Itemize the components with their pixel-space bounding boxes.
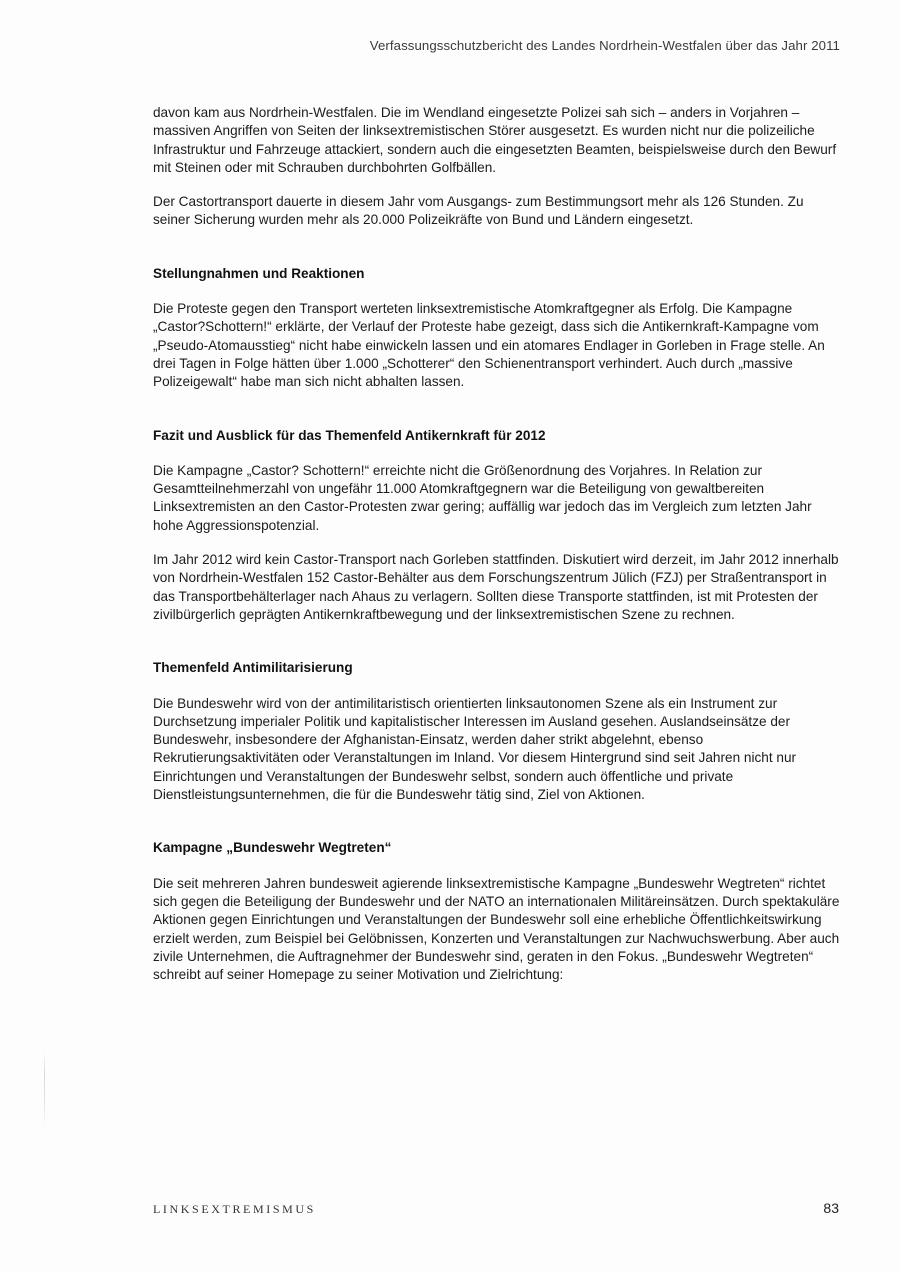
- paragraph-intro-1: davon kam aus Nordrhein-Westfalen. Die im Wendland eingesetzte Polizei sah sich – anders in Vorjahren – massiven Angriffen von Seiten der linksextremistischen Störer ausgesetzt. Es wurden nicht nur die polizeiliche Infrastruktur und Fahrzeuge attackiert, sondern auch die eingesetzten Beamten, beispielsweise durch den Bewurf mit Steinen oder mit Schrauben durchbohrten Golfbällen.: [153, 105, 837, 175]
- paragraph-intro-2: Der Castortransport dauerte in diesem Jahr vom Ausgangs- zum Bestimmungsort mehr als 126 Stunden. Zu seiner Sicherung wurden mehr als 20.000 Polizeikräfte von Bund und Ländern eingesetzt.: [153, 194, 804, 228]
- heading-antimilitarisierung: Themenfeld Antimilitarisierung: [153, 660, 353, 676]
- paragraph-fazit-1: Die Kampagne „Castor? Schottern!“ erreichte nicht die Größenordnung des Vorjahres. In Relation zur Gesamtteilnehmerzahl von ungefähr 11.000 Atomkraftgegnern war die Beteiligung von gewaltbereiten Linksextremisten an den Castor-Protesten zwar gering; auffällig war jedoch das im Vergleich zum letzten Jahr hohe Aggressionspotenzial.: [153, 462, 812, 533]
- heading-stellungnahmen: Stellungnahmen und Reaktionen: [153, 265, 365, 281]
- page-content: [153, 104, 843, 984]
- heading-fazit: Fazit und Ausblick für das Themenfeld Antikernkraft für 2012: [153, 427, 546, 443]
- heading-kampagne: Kampagne „Bundeswehr Wegtreten“: [153, 840, 392, 856]
- page-number: 83: [823, 1200, 839, 1216]
- footer-chapter-label: LINKSEXTREMISMUS: [153, 1202, 316, 1216]
- running-header: Verfassungsschutzbericht des Landes Nordrhein-Westfalen über das Jahr 2011: [369, 38, 840, 53]
- paragraph-stellungnahmen-1: Die Proteste gegen den Transport werteten linksextremistische Atomkraftgegner als Erfolg. Die Kampagne „Castor?Schottern!“ erklärte, der Verlauf der Proteste habe gezeigt, dass sich die Antikernkraft-Kampagne vom „Pseudo-Atomausstieg“ nicht habe einwickeln lassen und ein atomares Endlager in Gorleben in Frage stelle. An drei Tagen in Folge hätten über 1.000 „Schotterer“ den Schienentransport verhindert. Auch durch „massive Polizeigewalt“ habe man sich nicht abhalten lassen.: [153, 301, 825, 390]
- paragraph-kampagne-1: Die seit mehreren Jahren bundesweit agierende linksextremistische Kampagne „Bundeswehr Wegtreten“ richtet sich gegen die Beteiligung der Bundeswehr und der NATO an internationalen Militäreinsätzen. Durch spektakuläre Aktionen gegen Einrichtungen und Veranstaltungen der Bundeswehr soll eine erhebliche Öffentlichkeitswirkung erzielt werden, zum Beispiel bei Gelöbnissen, Konzerten und Veranstaltungen zur Nachwuchswerbung. Aber auch zivile Unternehmen, die Auftragnehmer der Bundeswehr sind, geraten in den Fokus. „Bundeswehr Wegtreten“ schreibt auf seiner Homepage zu seiner Motivation und Zielrichtung:: [153, 875, 840, 983]
- paragraph-antimilitarisierung-1: Die Bundeswehr wird von der antimilitaristisch orientierten linksautonomen Szene als ein Instrument zur Durchsetzung imperialer Politik und kapitalistischer Interessen im Ausland gesehen. Auslandseinsätze der Bundeswehr, insbesondere der Afghanistan-Einsatz, werden daher strikt abgelehnt, ebenso Rekrutierungsaktivitäten oder Veranstaltungen im Inland. Vor diesem Hintergrund sind seit Jahren nicht nur Einrichtungen und Veranstaltungen der Bundeswehr selbst, sondern auch öffentliche und private Dienstleistungsunternehmen, die für die Bundeswehr tätig sind, Ziel von Aktionen.: [153, 695, 797, 803]
- scan-margin-mark: [44, 1050, 45, 1130]
- paragraph-fazit-2: Im Jahr 2012 wird kein Castor-Transport nach Gorleben stattfinden. Diskutiert wird derzeit, im Jahr 2012 innerhalb von Nordrhein-Westfalen 152 Castor-Behälter aus dem Forschungszentrum Jülich (FZJ) per Straßentransport in das Transportbehälterlager nach Ahaus zu verlagern. Sollten diese Transporte stattfinden, ist mit Protesten der zivilbürgerlich geprägten Antikernkraftbewegung und der linksextremistischen Szene zu rechnen.: [153, 552, 839, 622]
